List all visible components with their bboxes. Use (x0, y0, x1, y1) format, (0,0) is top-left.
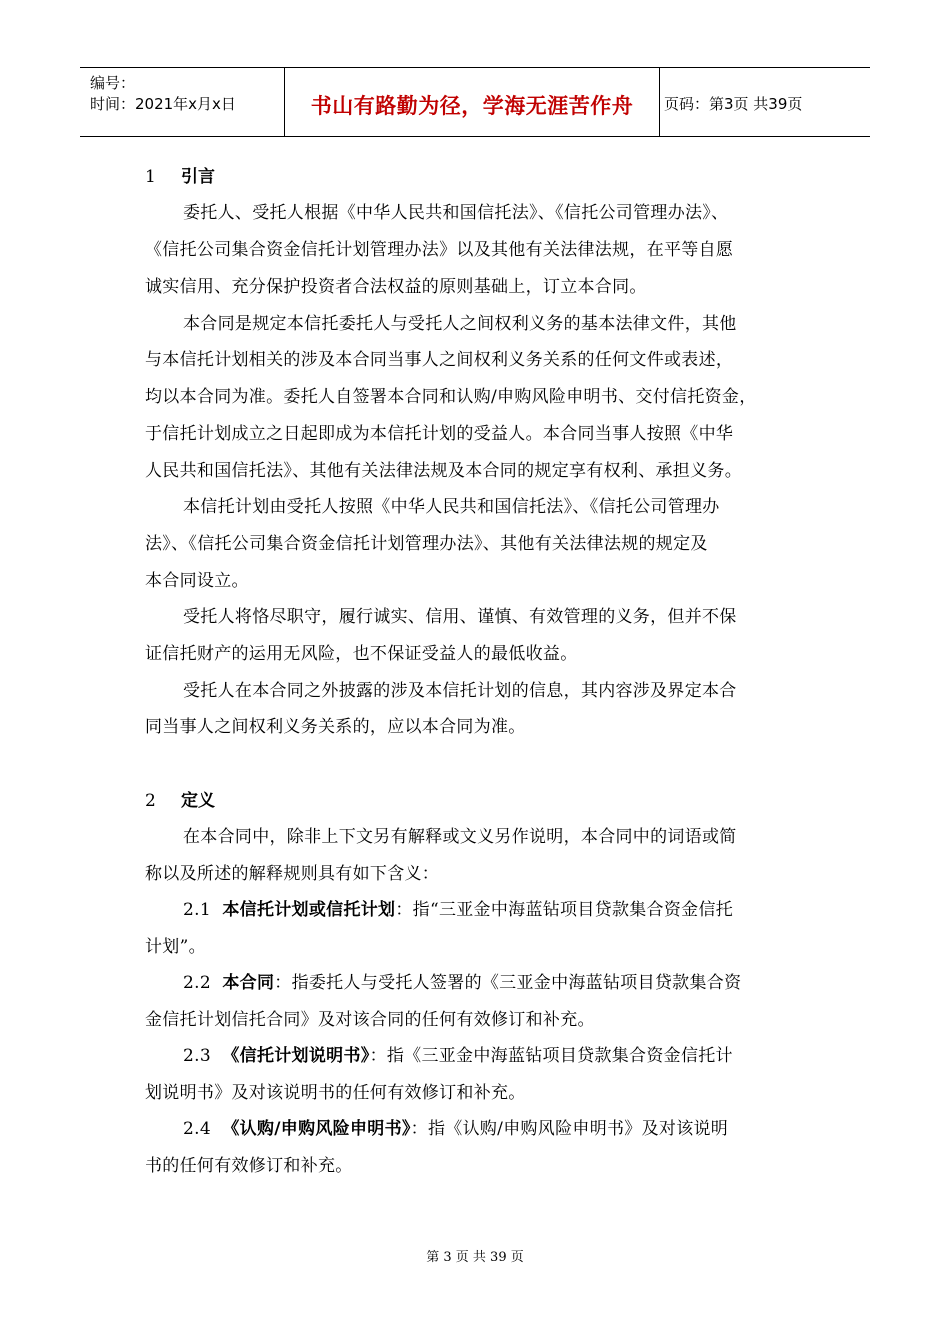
section-number: 1 (145, 167, 156, 187)
definition-term: 《信托计划说明书》 (222, 1046, 370, 1066)
definition-number: 2.4 (183, 1119, 211, 1139)
definition-continuation: 计划”。 (145, 937, 206, 957)
paragraph-line: 本合同是规定本信托委托人与受托人之间权利义务的基本法律文件，其他 (183, 314, 737, 334)
paragraph-line: 均以本合同为准。委托人自签署本合同和认购/申购风险申明书、交付信托资金， (145, 387, 757, 407)
definition-item-2-4 (183, 1114, 728, 1139)
page-footer: 第 3 页 共 39 页 (426, 1250, 524, 1265)
definition-term: 《认购/申购风险申明书》 (222, 1119, 411, 1139)
definition-text: ：指《三亚金中海蓝钻项目贷款集合资金信托计 (369, 1046, 733, 1066)
header-info-cell (80, 68, 285, 136)
definition-continuation: 金信托计划信托合同》及对该合同的任何有效修订和补充。 (145, 1010, 595, 1030)
definition-text: ：指《认购/申购风险申明书》及对该说明 (410, 1119, 729, 1139)
section-number: 2 (145, 791, 156, 811)
section-title: 定义 (181, 791, 215, 811)
definition-number: 2.2 (183, 973, 211, 993)
definition-term: 本信托计划或信托计划 (222, 900, 396, 920)
definition-continuation: 划说明书》及对该说明书的任何有效修订和补充。 (145, 1083, 526, 1103)
paragraph-line: 受托人将恪尽职守，履行诚实、信用、谨慎、有效管理的义务，但并不保 (183, 607, 737, 627)
paragraph-line: 人民共和国信托法》、其他有关法律法规及本合同的规定享有权利、承担义务。 (145, 461, 742, 481)
page-header (80, 67, 870, 137)
paragraph-line: 称以及所述的解释规则具有如下含义： (145, 864, 440, 884)
definition-item-2-3 (183, 1041, 733, 1066)
paragraph-line: 于信托计划成立之日起即成为本信托计划的受益人。本合同当事人按照《中华 (145, 424, 734, 444)
paragraph-line: 与本信托计划相关的涉及本合同当事人之间权利义务关系的任何文件或表述， (145, 350, 734, 370)
definition-text: ：指“三亚金中海蓝钻项目贷款集合资金信托 (395, 900, 734, 920)
section-title: 引言 (181, 167, 215, 187)
section-heading-2 (145, 786, 215, 811)
paragraph-line: 受托人在本合同之外披露的涉及本信托计划的信息，其内容涉及界定本合 (183, 681, 737, 701)
definition-continuation: 书的任何有效修订和补充。 (145, 1156, 353, 1176)
definition-number: 2.1 (183, 900, 211, 920)
definition-number: 2.3 (183, 1046, 211, 1066)
header-page-cell (660, 68, 870, 136)
paragraph-line: 《信托公司集合资金信托计划管理办法》以及其他有关法律法规，在平等自愿 (145, 240, 734, 260)
paragraph-line: 诚实信用、充分保护投资者合法权益的原则基础上，订立本合同。 (145, 277, 647, 297)
paragraph-line: 同当事人之间权利义务关系的，应以本合同为准。 (145, 717, 526, 737)
paragraph-line: 本合同设立。 (145, 571, 249, 591)
section-heading-1 (145, 162, 215, 187)
time-label: 时间：2021年x月x日 (90, 95, 236, 113)
definition-text: ：指委托人与受托人签署的《三亚金中海蓝钻项目贷款集合资 (274, 973, 742, 993)
paragraph-line: 委托人、受托人根据《中华人民共和国信托法》、《信托公司管理办法》、 (183, 203, 729, 223)
paragraph-line: 本信托计划由受托人按照《中华人民共和国信托法》、《信托公司管理办 (183, 497, 720, 517)
motto-text: 书山有路勤为径，学海无涯苦作舟 (310, 94, 634, 118)
definition-item-2-2 (183, 968, 741, 993)
paragraph-line: 证信托财产的运用无风险，也不保证受益人的最低收益。 (145, 644, 578, 664)
paragraph-line: 法》、《信托公司集合资金信托计划管理办法》、其他有关法律法规的规定及 (145, 534, 708, 554)
header-page-label: 页码：第3页 共39页 (664, 95, 803, 113)
serial-number-label: 编号： (90, 74, 136, 92)
definition-item-2-1 (183, 895, 733, 920)
header-motto-cell (285, 68, 660, 136)
paragraph-line: 在本合同中，除非上下文另有解释或文义另作说明，本合同中的词语或简 (183, 827, 737, 847)
definition-term: 本合同 (222, 973, 275, 993)
